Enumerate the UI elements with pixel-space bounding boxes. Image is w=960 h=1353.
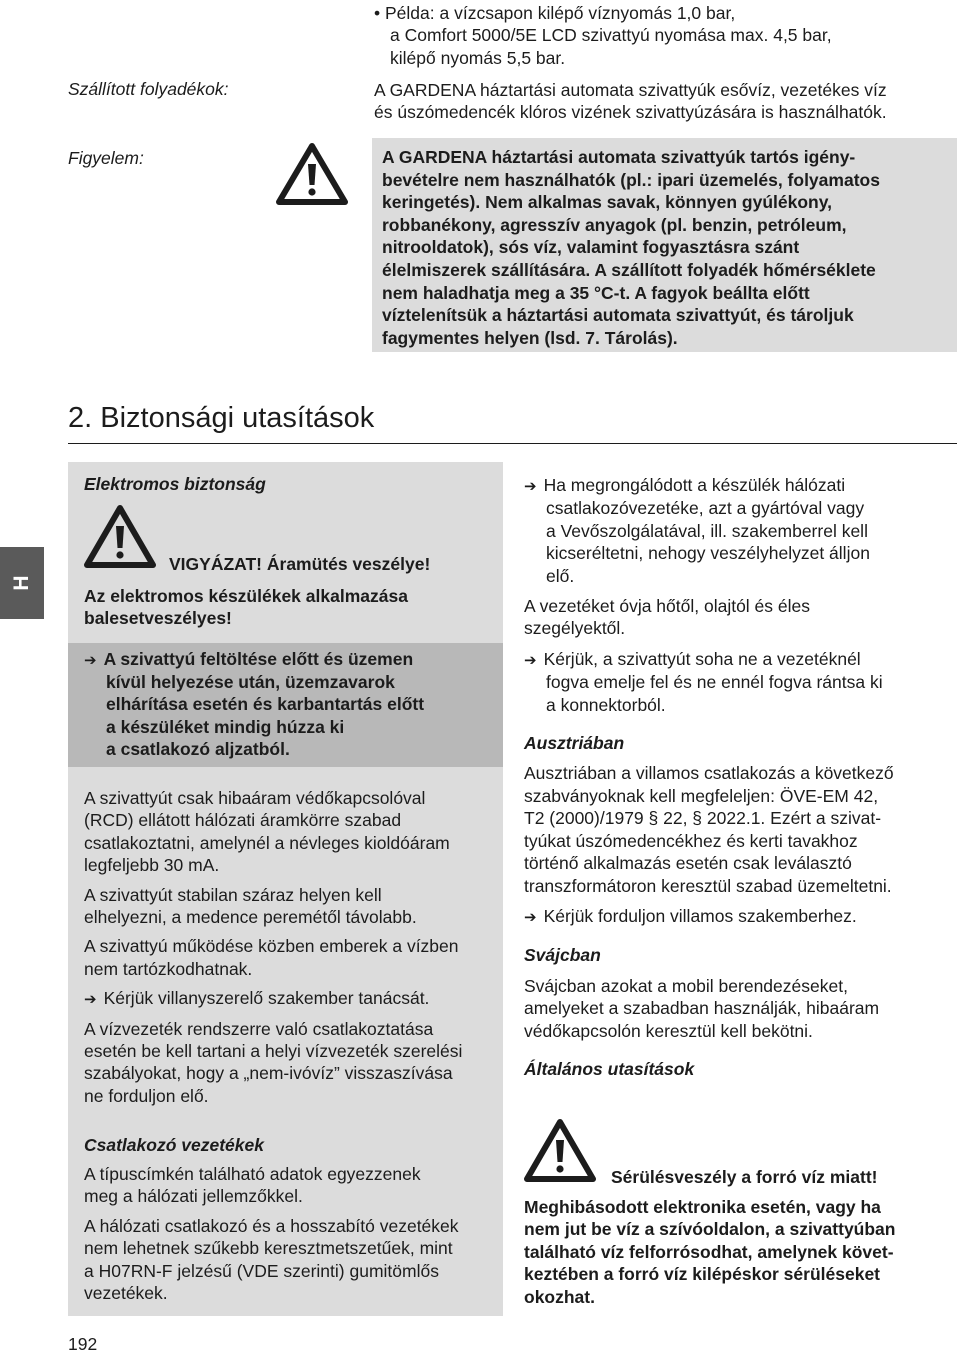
language-tab: H	[0, 547, 44, 619]
damaged-cable-item: ➔ Ha megrongálódott a készülék hálózati csatlakozóvezetéke, azt a gyártóval vagy a Vevőszolgálatával, ill. szakemberrel kell kicseréltetni, nehogy veszélyhelyzet álljon elő.	[524, 475, 870, 586]
rcd-paragraph: A szivattyút csak hibaáram védőkapcsolóval (RCD) ellátott hálózati áramkörre szabad csatlakoztatni, amelynél a névleges kioldóáram legfeljebb 30 mA.	[84, 788, 450, 876]
example-line-2: a Comfort 5000/5E LCD szivattyú nyomása max. 4,5 bar,	[390, 25, 832, 46]
arrow-right-icon: ➔	[524, 650, 537, 669]
right-column	[524, 474, 954, 1088]
electrician-advice: ➔ Kérjük villanyszerelő szakember tanácsát.	[84, 988, 430, 1009]
general-title: Általános utasítások	[524, 1058, 695, 1079]
do-not-lift-item: ➔ Kérjük, a szivattyút soha ne a vezetéknél fogva emelje fel és ne ennél fogva rántsa ki a konnektorból.	[524, 648, 883, 715]
switzerland-title: Svájcban	[524, 945, 601, 966]
switzerland-paragraph: Svájcban azokat a mobil berendezéseket, amelyeket a szabadban használják, hibaáram védőkapcsolón keresztül kell bekötni.	[524, 975, 880, 1041]
electric-shock-warning: VIGYÁZAT! Áramütés veszélye!	[169, 554, 431, 574]
austria-paragraph: Ausztriában a villamos csatlakozás a következő szabványoknak kell megfeleljen: ÖVE-EM 42, T2 (2000)/1979 § 22, § 2022.1. Ezért a szivat- tyúkat úszómedencékhez és kerti tavakhoz történő alkalmazás esetén csak leválasztó transzformátoron keresztül szabad üzemeltetni.	[524, 763, 894, 896]
placement-paragraph: A szivattyút stabilan száraz helyen kell elhelyezni, a medence peremétől távolabb.	[84, 884, 417, 928]
arrow-right-icon: ➔	[84, 651, 97, 669]
heading-rule	[68, 443, 957, 444]
cables-body	[84, 1163, 499, 1311]
section-heading: 2. Biztonsági utasítások	[68, 402, 375, 434]
austria-title: Ausztriában	[524, 733, 625, 754]
electrical-safety-title: Elektromos biztonság	[84, 474, 266, 494]
austria-electrician-item: ➔ Kérjük forduljon villamos szakemberhez.	[524, 905, 857, 926]
warning-label: Figyelem:	[68, 148, 144, 168]
hot-water-warning: Sérülésveszély a forró víz miatt!	[611, 1167, 878, 1187]
example-line-1: Példa: a vízcsapon kilépő víznyomás 1,0 bar,	[385, 3, 736, 23]
page-number: 192	[68, 1334, 98, 1353]
rating-plate-paragraph: A típuscímkén található adatok egyezzenek meg a hálózati jellemzőkkel.	[84, 1164, 421, 1207]
arrow-right-icon: ➔	[524, 477, 537, 495]
water-regulation-paragraph: A vízvezeték rendszerre való csatlakoztatása esetén be kell tartani a helyi vízvezeték szerelési szabályokat, hogy a „nem-ivóvíz” visszaszívása ne forduljon elő.	[84, 1018, 463, 1106]
example-line-3: kilépő nyomás 5,5 bar.	[390, 47, 566, 68]
warning-box: A GARDENA háztartási automata szivattyúk tartós igény- bevételre nem használhatók (pl.: ipari üzemelés, folyamatos keringetés). Nem alkalmas savak, könnyen gyúlékony, robbanékony, agresszív anyagok (pl. benzin, petróleum, nitrooldatok), sós víz, valamint fogyasztásra szánt élelmiszerek szállítására. A szállított folyadék hőmérséklete nem haladhatja meg a 35 °C-t. A fagyok beállta előtt víztelenítsük a háztartási automata szivattyút, és tároljuk fagymentes helyen (lsd. 7. Tárolás).	[372, 138, 957, 352]
arrow-right-icon: ➔	[84, 990, 97, 1009]
electrical-danger-text: Az elektromos készülékek alkalmazása balesetveszélyes!	[84, 586, 408, 629]
warning-triangle-icon	[275, 142, 349, 206]
cable-spec-paragraph: A hálózati csatlakozó és a hosszabító vezetékek nem lehetnek szűkebb keresztmetszetűek, mint a H07RN-F jelzésű (VDE szerinti) gumitömlős vezetékek.	[84, 1215, 459, 1304]
arrow-right-icon: ➔	[524, 907, 537, 926]
protect-cable-paragraph: A vezetéket óvja hőtől, olajtól és éles szegélyektől.	[524, 596, 811, 639]
warning-triangle-icon	[83, 504, 157, 570]
fluids-label: Szállított folyadékok:	[68, 79, 229, 99]
hot-water-text: Meghibásodott elektronika esetén, vagy ha nem jut be víz a szívóoldalon, a szivattyúban található víz felforrósodhat, amelynek követ- keztében a forró víz kilépéskor sérüléseket okozhat.	[524, 1197, 896, 1307]
warning-triangle-icon	[523, 1118, 597, 1184]
electrical-safety-body	[84, 787, 499, 1114]
cables-title: Csatlakozó vezetékek	[84, 1135, 264, 1155]
unplug-instruction-box: ➔ A szivattyú feltöltése előtt és üzemen kívül helyezése után, üzemzavarok elhárítása esetén és karbantartás előtt a készüléket mindig húzza ki a csatlakozó aljzatból.	[68, 643, 503, 767]
fluids-text: A GARDENA háztartási automata szivattyúk esővíz, vezetékes víz és úszómedencék klóros vizének szivattyúzására is használhatók.	[374, 80, 887, 123]
no-people-paragraph: A szivattyú működése közben emberek a vízben nem tartózkodhatnak.	[84, 936, 459, 979]
example-bullet: • Példa: a vízcsapon kilépő víznyomás 1,0 bar, a Comfort 5000/5E LCD szivattyú nyomása max. 4,5 bar, kilépő nyomás 5,5 bar.	[374, 2, 954, 69]
